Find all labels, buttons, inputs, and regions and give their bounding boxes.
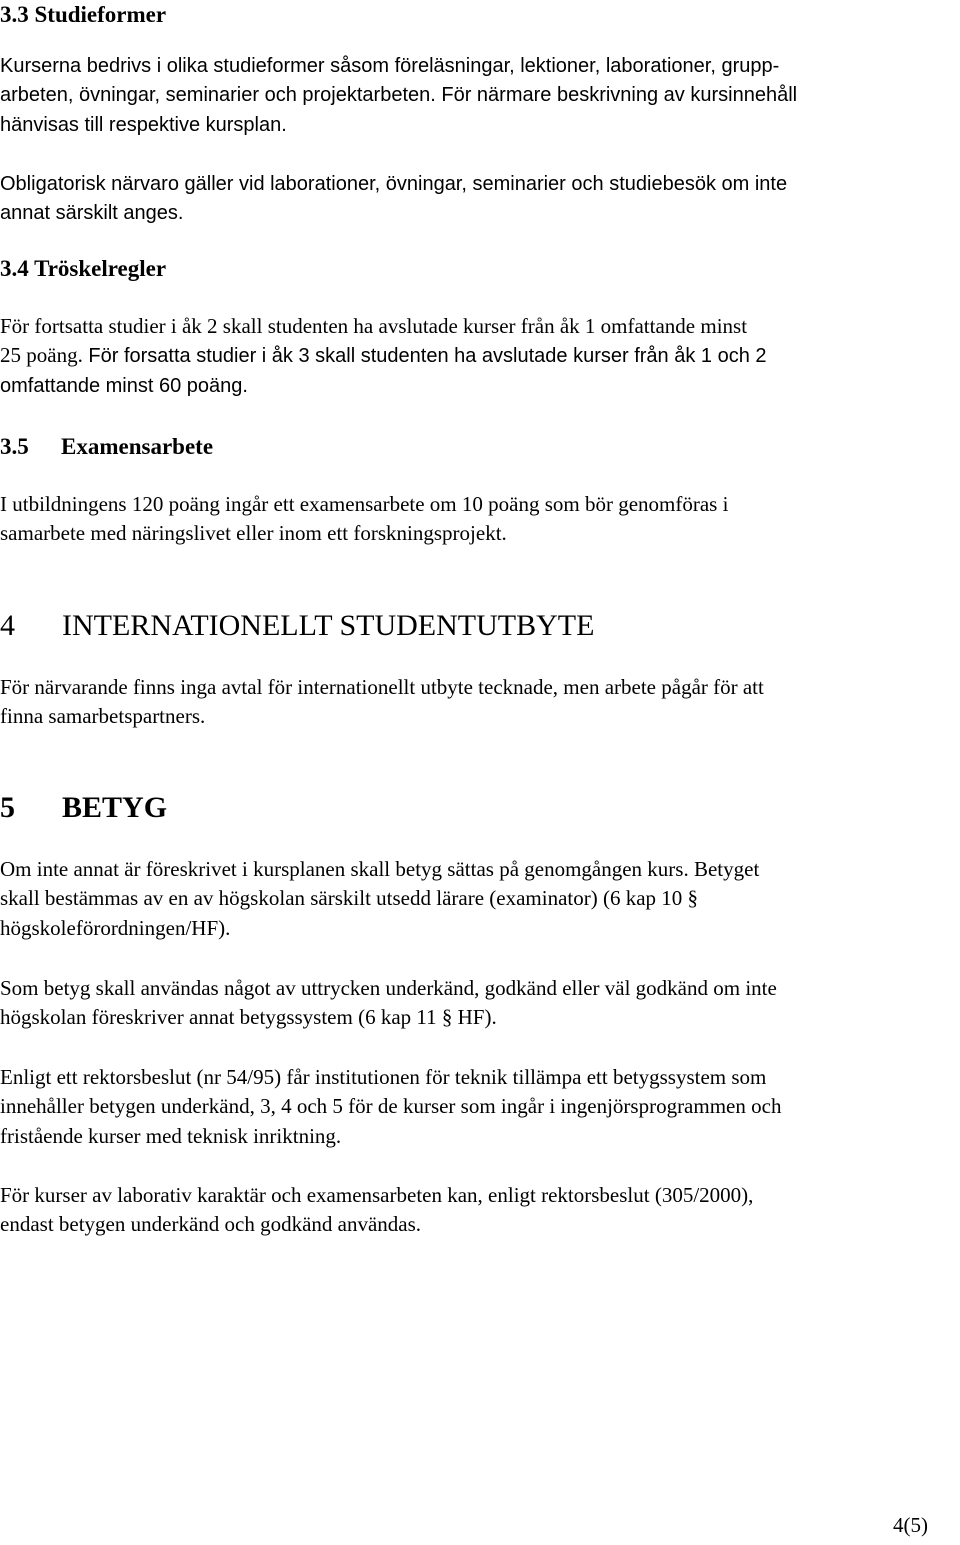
page-number: 4(5) — [893, 1513, 928, 1537]
text-line: högskolan föreskriver annat betygssystem (6 kap 11 § HF). — [0, 1005, 497, 1030]
text-line — [0, 341, 960, 371]
heading-number: 5 — [0, 791, 15, 824]
text-line: finna samarbetspartners. — [0, 704, 206, 729]
text-run: Betyget — [688, 857, 760, 881]
text-line: samarbete med näringslivet eller inom ett forskningsprojekt. — [0, 521, 507, 546]
text-line: innehåller betygen underkänd, 3, 4 och 5 för de kurser som ingår i ingenjörsprogrammen och — [0, 1094, 782, 1119]
text-line: Kurserna bedrivs i olika studieformer såsom föreläsningar, lektioner, laborationer, grupp- — [0, 55, 780, 77]
paragraph-studentutbyte — [0, 673, 960, 732]
paragraph-studieformer-2 — [0, 170, 960, 229]
text-line: annat särskilt anges. — [0, 202, 184, 225]
heading-text: 3.4 Tröskelregler — [0, 256, 167, 281]
text-line: För närvarande finns inga avtal för internationellt utbyte tecknade, men arbete pågår för att — [0, 675, 764, 699]
section-heading-3-5 — [0, 432, 960, 462]
text-line: endast betygen underkänd och godkänd användas. — [0, 1212, 422, 1237]
paragraph-troskelregler — [0, 312, 960, 401]
heading-number: 4 — [0, 609, 15, 642]
heading-number: 3.5 — [0, 434, 29, 459]
heading-text: BETYG — [62, 791, 168, 824]
heading-text: INTERNATIONELLT STUDENTUTBYTE — [62, 609, 595, 642]
text-line: hänvisas till respektive kursplan. — [0, 113, 287, 136]
heading-text: 3.3 Studieformer — [0, 2, 167, 27]
text-line: omfattande minst 60 poäng. — [0, 374, 248, 397]
text-run: Om inte annat är föreskrivet i kursplanen skall betyg sättas på genomgången kurs. — [0, 857, 689, 881]
paragraph-studieformer-1 — [0, 52, 960, 140]
text-line: skall bestämmas av en av högskolan särskilt utsedd lärare (examinator) (6 kap 10 § — [0, 886, 699, 911]
section-heading-4 — [0, 608, 960, 644]
paragraph-betyg-4 — [0, 1181, 960, 1240]
text-line: I utbildningens 120 poäng ingår ett examensarbete om 10 poäng som bör genomföras i — [0, 492, 729, 516]
text-line: För fortsatta studier i åk 2 skall studenten ha avslutade kurser från åk 1 omfattande minst — [0, 314, 748, 338]
text-line: högskoleförordningen/HF). — [0, 915, 231, 940]
text-run: 25 poäng. — [0, 343, 83, 368]
section-heading-3-3 — [0, 0, 960, 30]
paragraph-betyg-2 — [0, 974, 960, 1033]
text-line: arbeten, övningar, seminarier och projektarbeten. För närmare beskrivning av kursinnehåll — [0, 84, 798, 107]
section-heading-5 — [0, 790, 960, 826]
text-line: Enligt ett rektorsbeslut (nr 54/95) får institutionen för teknik tillämpa ett betygssystem som — [0, 1065, 767, 1089]
paragraph-betyg-3 — [0, 1063, 960, 1151]
text-line: Obligatorisk närvaro gäller vid laborationer, övningar, seminarier och studiebesök om inte — [0, 173, 788, 195]
paragraph-examensarbete — [0, 490, 960, 549]
heading-text: Examensarbete — [61, 434, 214, 459]
text-line — [0, 855, 960, 884]
text-line: fristående kurser med teknisk inriktning. — [0, 1123, 342, 1148]
text-line: Som betyg skall användas något av uttrycken underkänd, godkänd eller väl godkänd om inte — [0, 976, 777, 1000]
section-heading-3-4 — [0, 254, 960, 284]
text-line: För kurser av laborativ karaktär och examensarbeten kan, enligt rektorsbeslut (305/2000), — [0, 1183, 754, 1207]
paragraph-betyg-1 — [0, 855, 960, 943]
text-run: För forsatta studier i åk 3 skall studenten ha avslutade kurser från åk 1 och 2 — [82, 345, 767, 368]
